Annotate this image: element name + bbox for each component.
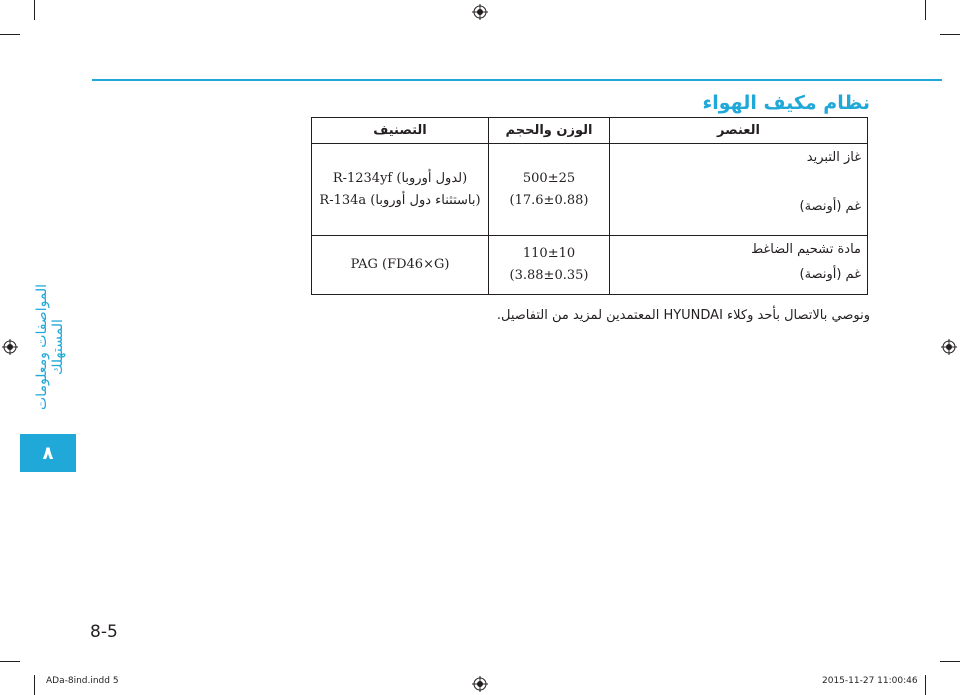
registration-mark-icon [941, 339, 957, 355]
crop-mark [34, 675, 35, 695]
chapter-tab [20, 434, 76, 472]
ref-line: R-134a (باستثناء دول أوروبا) [319, 192, 481, 208]
crop-mark [925, 0, 926, 20]
weight-line: 110±10 [522, 246, 576, 261]
header-classification: التصنيف [312, 118, 489, 144]
cell-classification [312, 236, 489, 295]
ref-line: PAG (FD46×G) [350, 257, 450, 272]
registration-mark-icon [472, 676, 488, 692]
spec-table [311, 117, 868, 295]
item-name: غاز التبريد [806, 150, 861, 165]
cell-item [610, 144, 868, 236]
section-rule [92, 79, 942, 81]
cell-item [610, 236, 868, 295]
cell-weight [489, 236, 610, 295]
crop-mark [925, 675, 926, 695]
registration-mark-icon [472, 4, 488, 20]
weight-line: (17.6±0.88) [509, 192, 589, 208]
crop-mark [940, 34, 960, 35]
note-text: ونوصي بالاتصال بأحد وكلاء HYUNDAI المعتمدين لمزيد من التفاصيل. [496, 308, 870, 323]
weight-line: (3.88±0.35) [509, 268, 589, 283]
table-header-row [312, 118, 868, 144]
chapter-number: ٨ [42, 442, 54, 464]
ref-line: R-1234yf (لدول أوروبا) [332, 170, 468, 186]
header-item: العنصر [610, 118, 868, 144]
slug-timestamp: 2015-11-27 11:00:46 [822, 676, 918, 686]
item-unit: غم (أونصة) [799, 267, 861, 282]
item-unit: غم (أونصة) [799, 199, 861, 214]
registration-mark-icon [2, 339, 18, 355]
chapter-side-title: المواصفات ومعلومات المستهلك [34, 283, 66, 411]
page-number: 8-5 [90, 622, 118, 642]
crop-mark [0, 661, 20, 662]
crop-mark [940, 661, 960, 662]
table-row [312, 144, 868, 236]
crop-mark [0, 34, 20, 35]
section-title: نظام مكيف الهواء [702, 92, 870, 114]
slug-file: ADa-8ind.indd 5 [46, 676, 119, 686]
weight-line: 500±25 [522, 170, 576, 186]
item-name: مادة تشحيم الضاغط [751, 242, 861, 257]
cell-weight [489, 144, 610, 236]
table-row [312, 236, 868, 295]
header-weight: الوزن والحجم [489, 118, 610, 144]
crop-mark [34, 0, 35, 20]
cell-classification [312, 144, 489, 236]
